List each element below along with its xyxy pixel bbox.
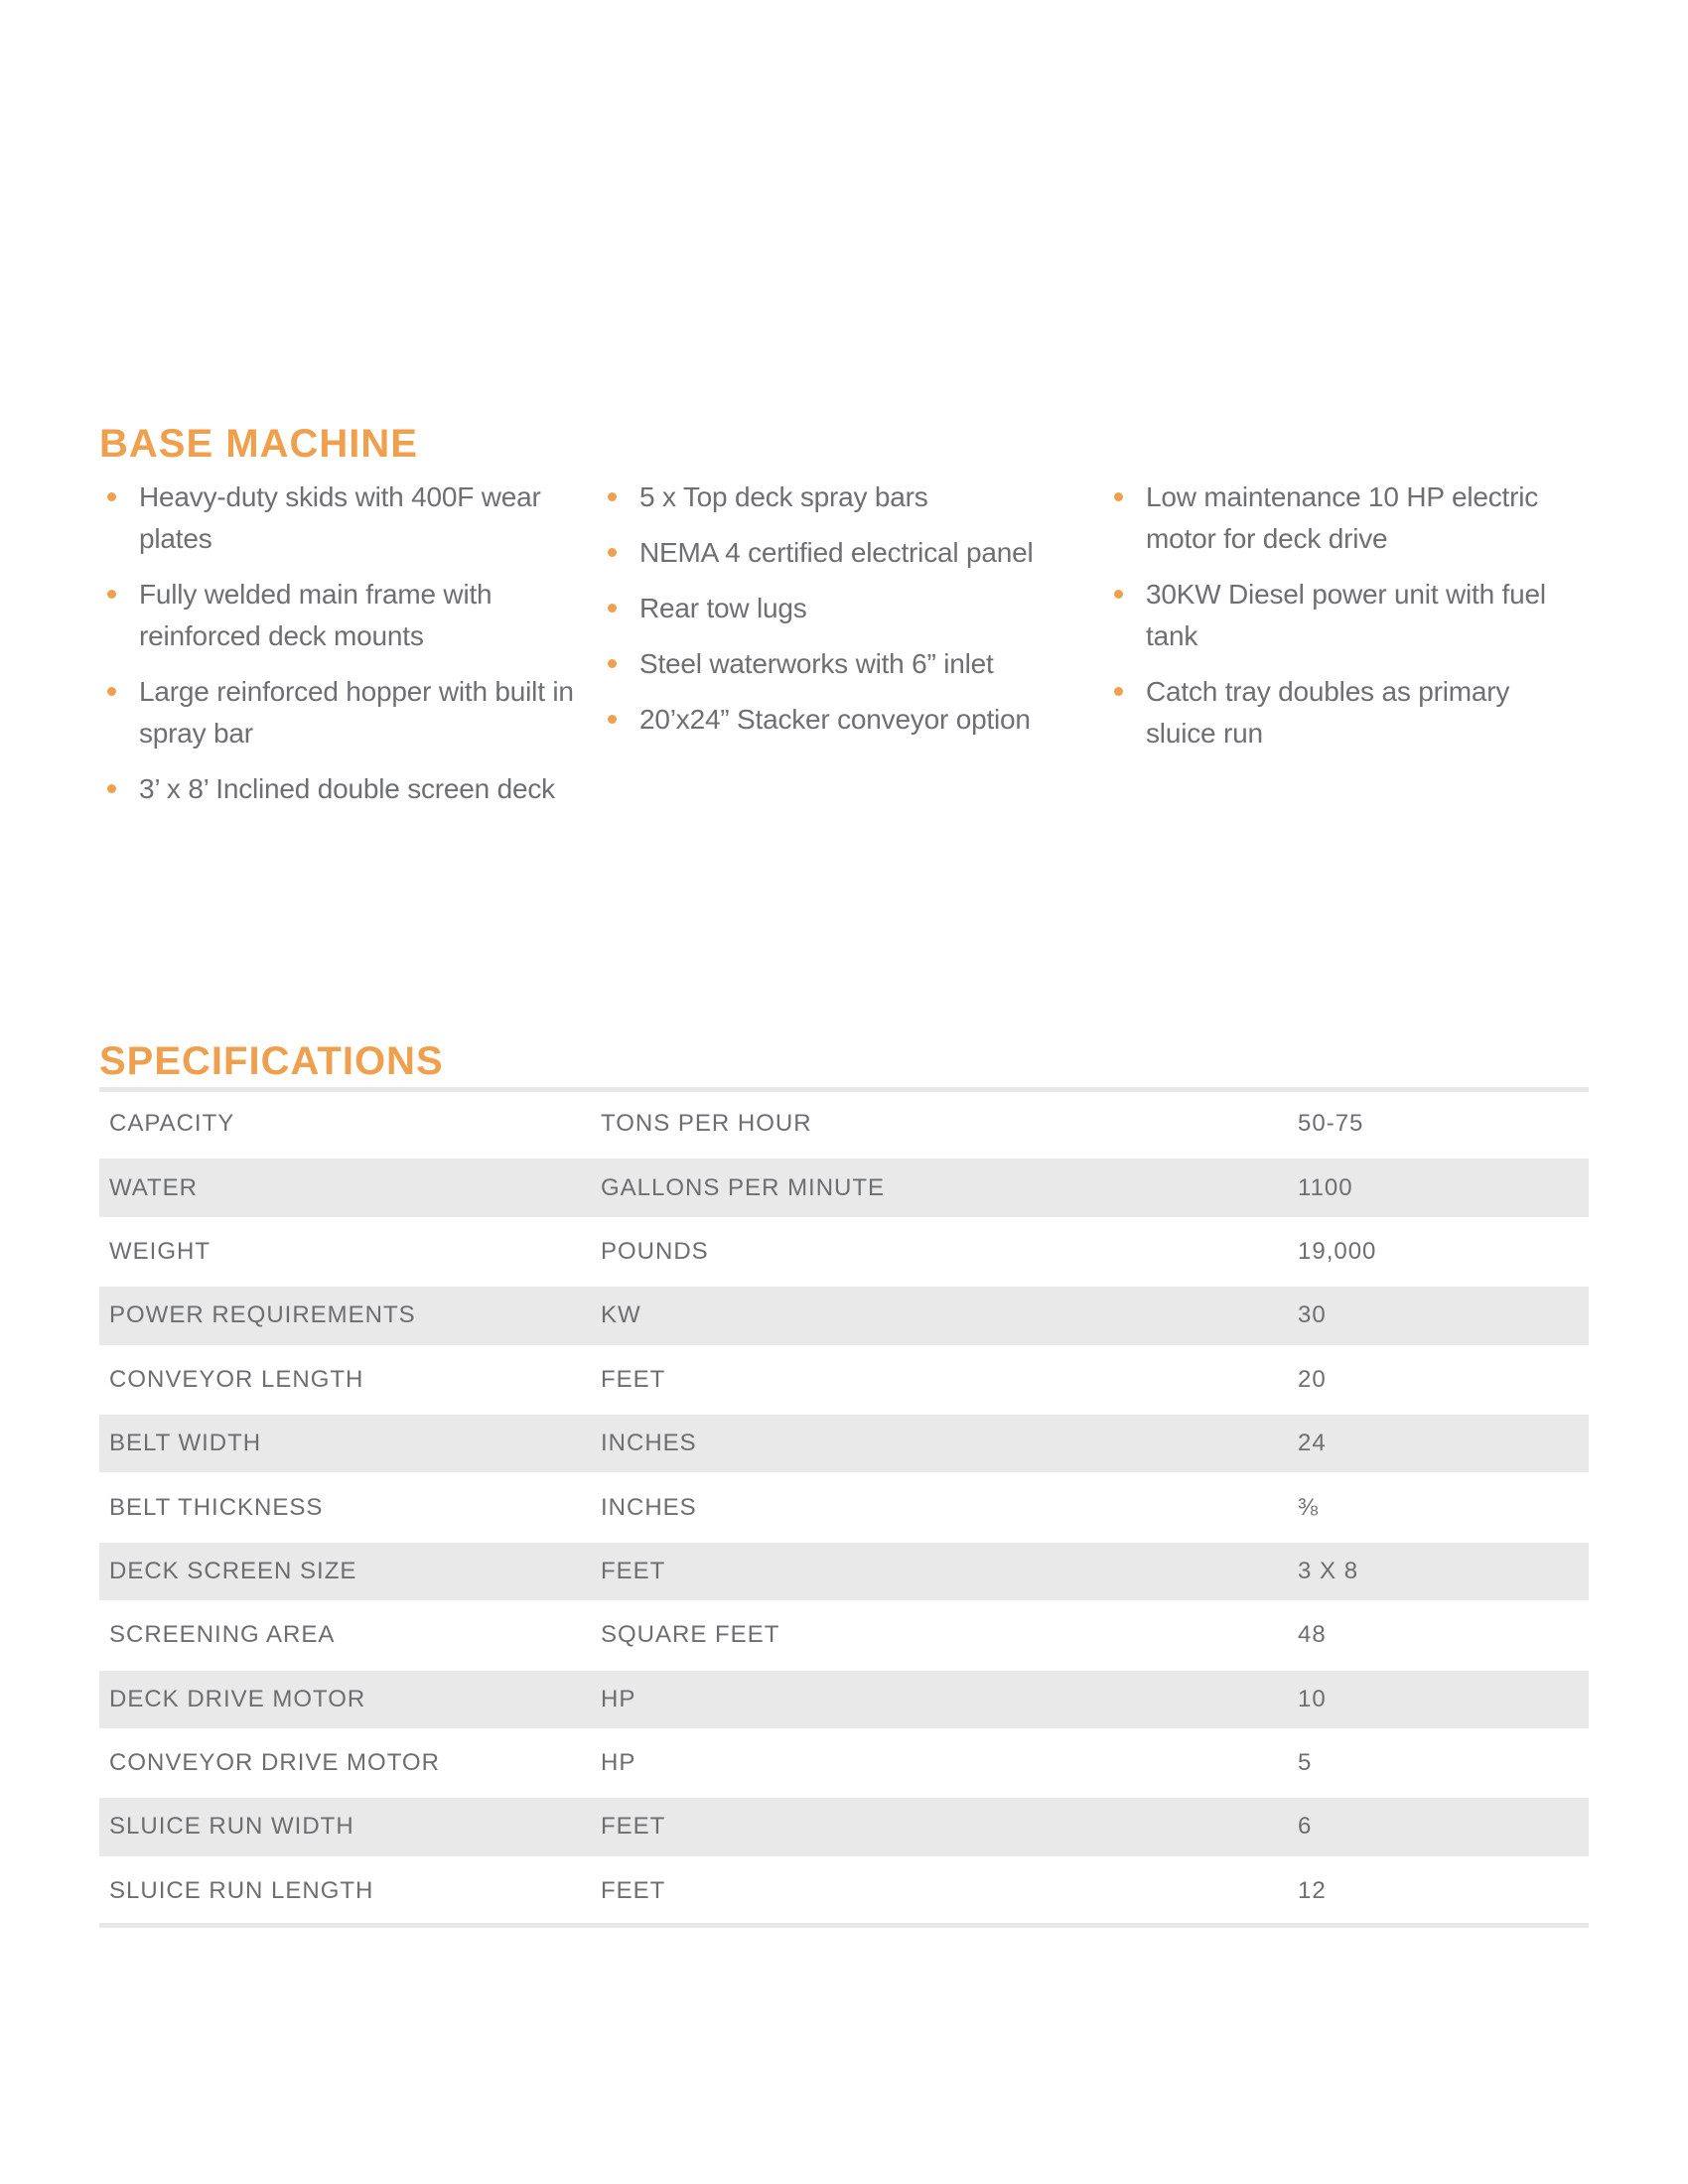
list-item-text: Heavy-duty skids with 400F wear plates [139,481,541,554]
list-item [600,643,1096,685]
list-item-text: 3’ x 8’ Inclined double screen deck [139,773,555,804]
list-item-text: Low maintenance 10 HP electric motor for deck drive [1146,481,1539,554]
list-item-text: 30KW Diesel power unit with fuel tank [1146,579,1546,651]
spec-label: WEIGHT [109,1237,211,1265]
list-item [99,574,576,657]
spec-label: SCREENING AREA [109,1621,336,1649]
spec-label: DECK SCREEN SIZE [109,1557,357,1584]
spec-unit: FEET [601,1876,666,1904]
spec-label: CAPACITY [109,1110,235,1138]
bullet-icon [608,659,617,668]
spec-label: SLUICE RUN WIDTH [109,1813,354,1841]
table-row [99,1092,1589,1156]
list-item-text: NEMA 4 certified electrical panel [639,537,1034,568]
table-row [99,1603,1589,1667]
spec-value: 19,000 [1298,1237,1377,1265]
spec-value: 3 X 8 [1298,1557,1359,1584]
spec-label: DECK DRIVE MOTOR [109,1685,366,1712]
spec-unit: FEET [601,1365,666,1393]
spec-value: 50-75 [1298,1110,1364,1138]
spec-value: 30 [1298,1301,1327,1329]
spec-value: 10 [1298,1685,1327,1712]
bullet-icon [107,784,116,793]
table-row [99,1348,1589,1412]
table-row [99,1540,1589,1603]
base-machine-heading: BASE MACHINE [99,422,418,467]
list-item [1106,477,1583,560]
list-item [600,699,1096,741]
table-row [99,1156,1589,1219]
spec-label: SLUICE RUN LENGTH [109,1876,374,1904]
table-row [99,1412,1589,1475]
list-item-text: Large reinforced hopper with built in spray bar [139,676,574,749]
bullet-icon [608,715,617,724]
table-row [99,1220,1589,1284]
table-row [99,1668,1589,1731]
spec-unit: SQUARE FEET [601,1621,780,1649]
spec-unit: HP [601,1749,636,1777]
spec-label: BELT THICKNESS [109,1493,324,1521]
list-item [99,768,576,810]
list-item [600,477,1096,518]
bullet-icon [608,492,617,501]
spec-unit: KW [601,1301,641,1329]
spec-unit: INCHES [601,1493,697,1521]
list-item-text: Rear tow lugs [639,593,807,623]
table-row [99,1284,1589,1347]
bullet-icon [608,548,617,557]
bullet-icon [1114,492,1123,501]
list-item [1106,671,1583,754]
base-machine-column-3 [1106,477,1583,768]
spec-value: 48 [1298,1621,1327,1649]
spec-unit: TONS PER HOUR [601,1110,812,1138]
spec-value: 6 [1298,1813,1313,1841]
table-row [99,1859,1589,1923]
spec-value: 12 [1298,1876,1327,1904]
spec-label: POWER REQUIREMENTS [109,1301,416,1329]
base-machine-column-2 [600,477,1096,754]
bullet-icon [107,590,116,599]
bullet-icon [1114,687,1123,696]
bullet-icon [107,687,116,696]
table-row [99,1475,1589,1539]
list-item [600,588,1096,629]
bullet-icon [107,492,116,501]
list-item [99,671,576,754]
base-machine-column-1 [99,477,576,824]
list-item-text: Catch tray doubles as primary sluice run [1146,676,1510,749]
list-item [600,532,1096,574]
spec-value: 24 [1298,1430,1327,1457]
list-item-text: Steel waterworks with 6” inlet [639,648,994,679]
spec-value: 1100 [1298,1173,1353,1201]
spec-label: BELT WIDTH [109,1430,262,1457]
spec-unit: HP [601,1685,636,1712]
specifications-table [99,1087,1589,1928]
spec-value: ⅜ [1298,1493,1320,1521]
bullet-icon [608,604,617,613]
spec-unit: GALLONS PER MINUTE [601,1173,886,1201]
list-item [99,477,576,560]
list-item-text: 20’x24” Stacker conveyor option [639,704,1031,735]
spec-label: CONVEYOR DRIVE MOTOR [109,1749,440,1777]
specifications-heading: SPECIFICATIONS [99,1039,444,1084]
spec-value: 20 [1298,1365,1327,1393]
list-item-text: Fully welded main frame with reinforced deck mounts [139,579,492,651]
spec-label: WATER [109,1173,198,1201]
spec-unit: FEET [601,1557,666,1584]
table-row [99,1731,1589,1795]
spec-value: 5 [1298,1749,1313,1777]
spec-unit: FEET [601,1813,666,1841]
bullet-icon [1114,590,1123,599]
spec-label: CONVEYOR LENGTH [109,1365,364,1393]
spec-unit: POUNDS [601,1237,709,1265]
list-item [1106,574,1583,657]
list-item-text: 5 x Top deck spray bars [639,481,928,512]
table-row [99,1795,1589,1858]
spec-unit: INCHES [601,1430,697,1457]
